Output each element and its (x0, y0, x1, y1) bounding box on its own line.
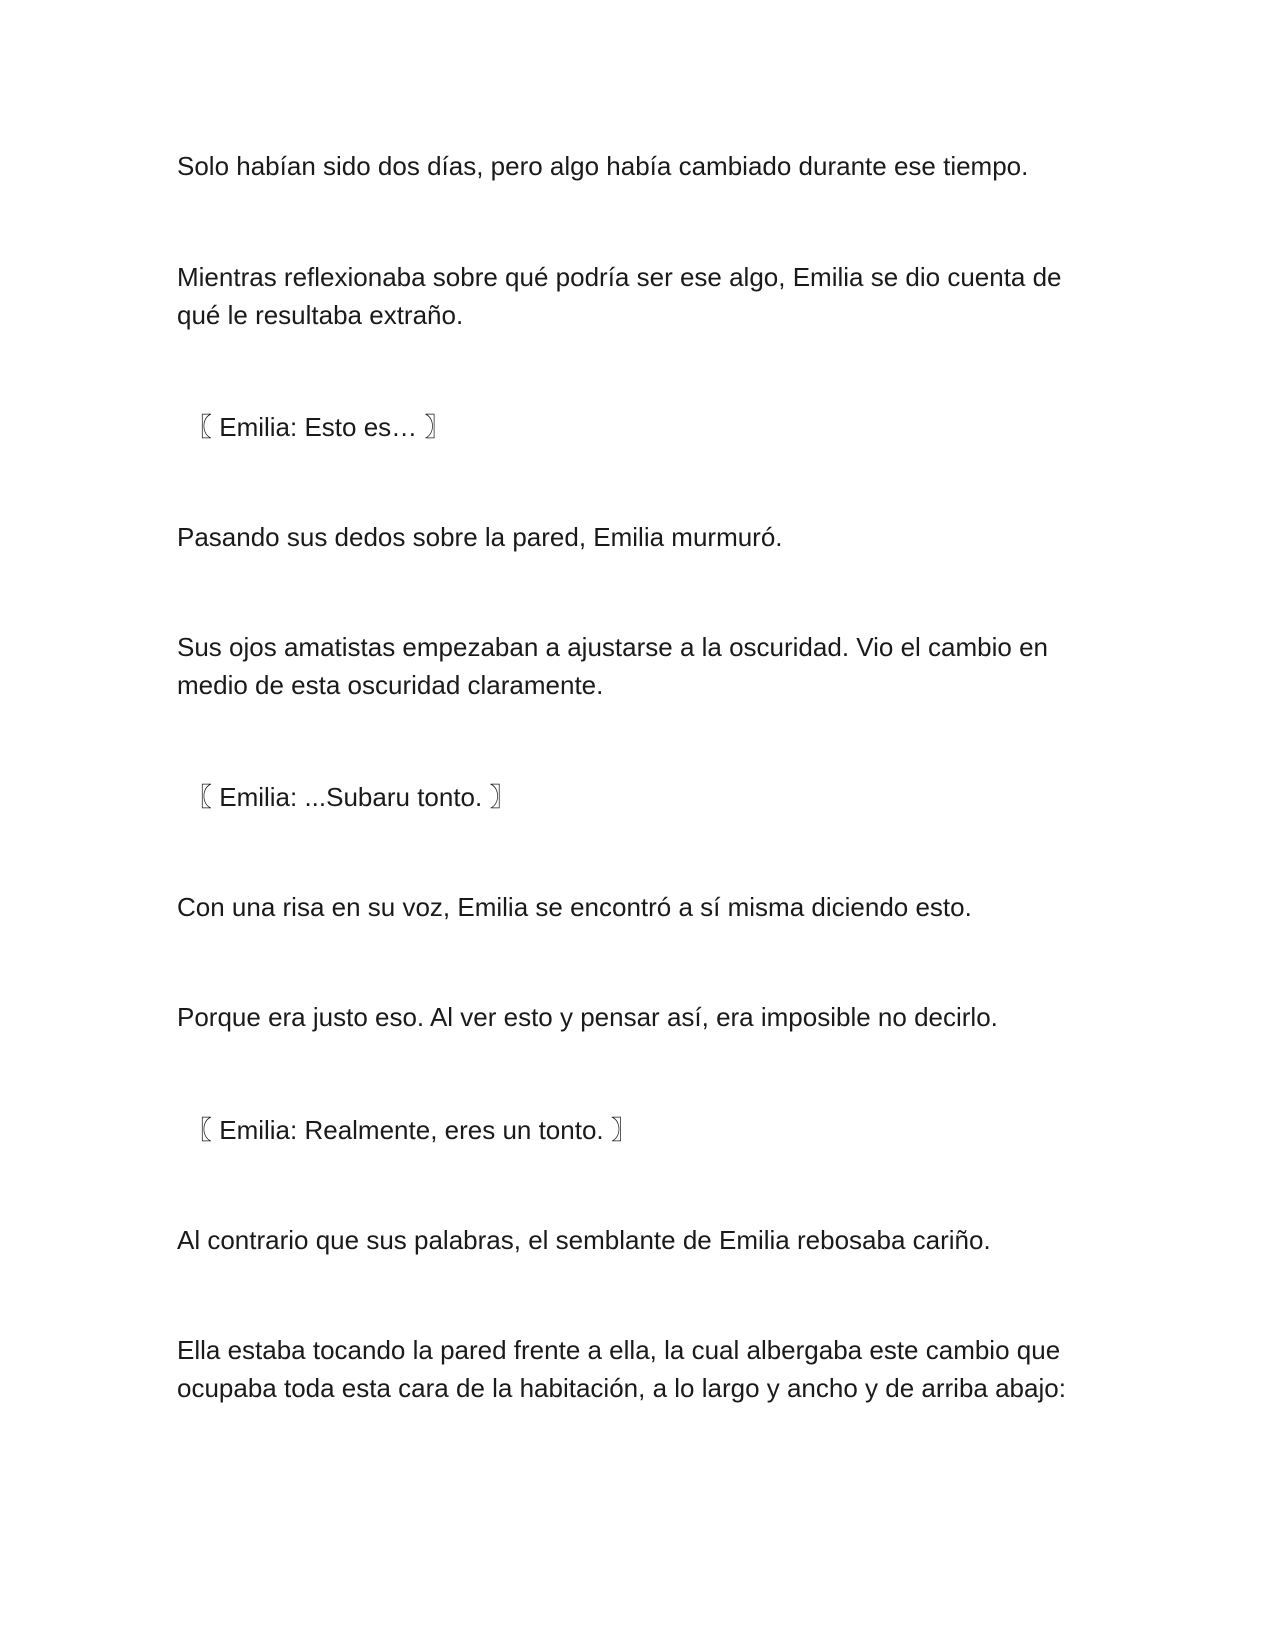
paragraph: Ella estaba tocando la pared frente a ella, la cual albergaba este cambio que ocupaba toda esta cara de la habitación, a lo largo y ancho y de arriba abajo: (177, 1335, 1066, 1403)
paragraph: Mientras reflexionaba sobre qué podría ser ese algo, Emilia se dio cuenta de qué le resultaba extraño. (177, 262, 1062, 330)
paragraph: Sus ojos amatistas empezaban a ajustarse a la oscuridad. Vio el cambio en medio de esta oscuridad claramente. (177, 632, 1049, 700)
dialogue-line: 〖 Emilia: Esto es… 〗 (186, 412, 451, 442)
paragraph: Pasando sus dedos sobre la pared, Emilia murmuró. (177, 522, 783, 552)
paragraph: Al contrario que sus palabras, el semblante de Emilia rebosaba cariño. (177, 1225, 991, 1255)
paragraph: Con una risa en su voz, Emilia se encontró a sí misma diciendo esto. (177, 892, 972, 922)
paragraph: Solo habían sido dos días, pero algo había cambiado durante ese tiempo. (177, 151, 1029, 181)
dialogue-line: 〖 Emilia: ...Subaru tonto. 〗 (186, 782, 516, 812)
paragraph: Porque era justo eso. Al ver esto y pensar así, era imposible no decirlo. (177, 1002, 998, 1032)
dialogue-line: 〖 Emilia: Realmente, eres un tonto. 〗 (186, 1115, 637, 1145)
